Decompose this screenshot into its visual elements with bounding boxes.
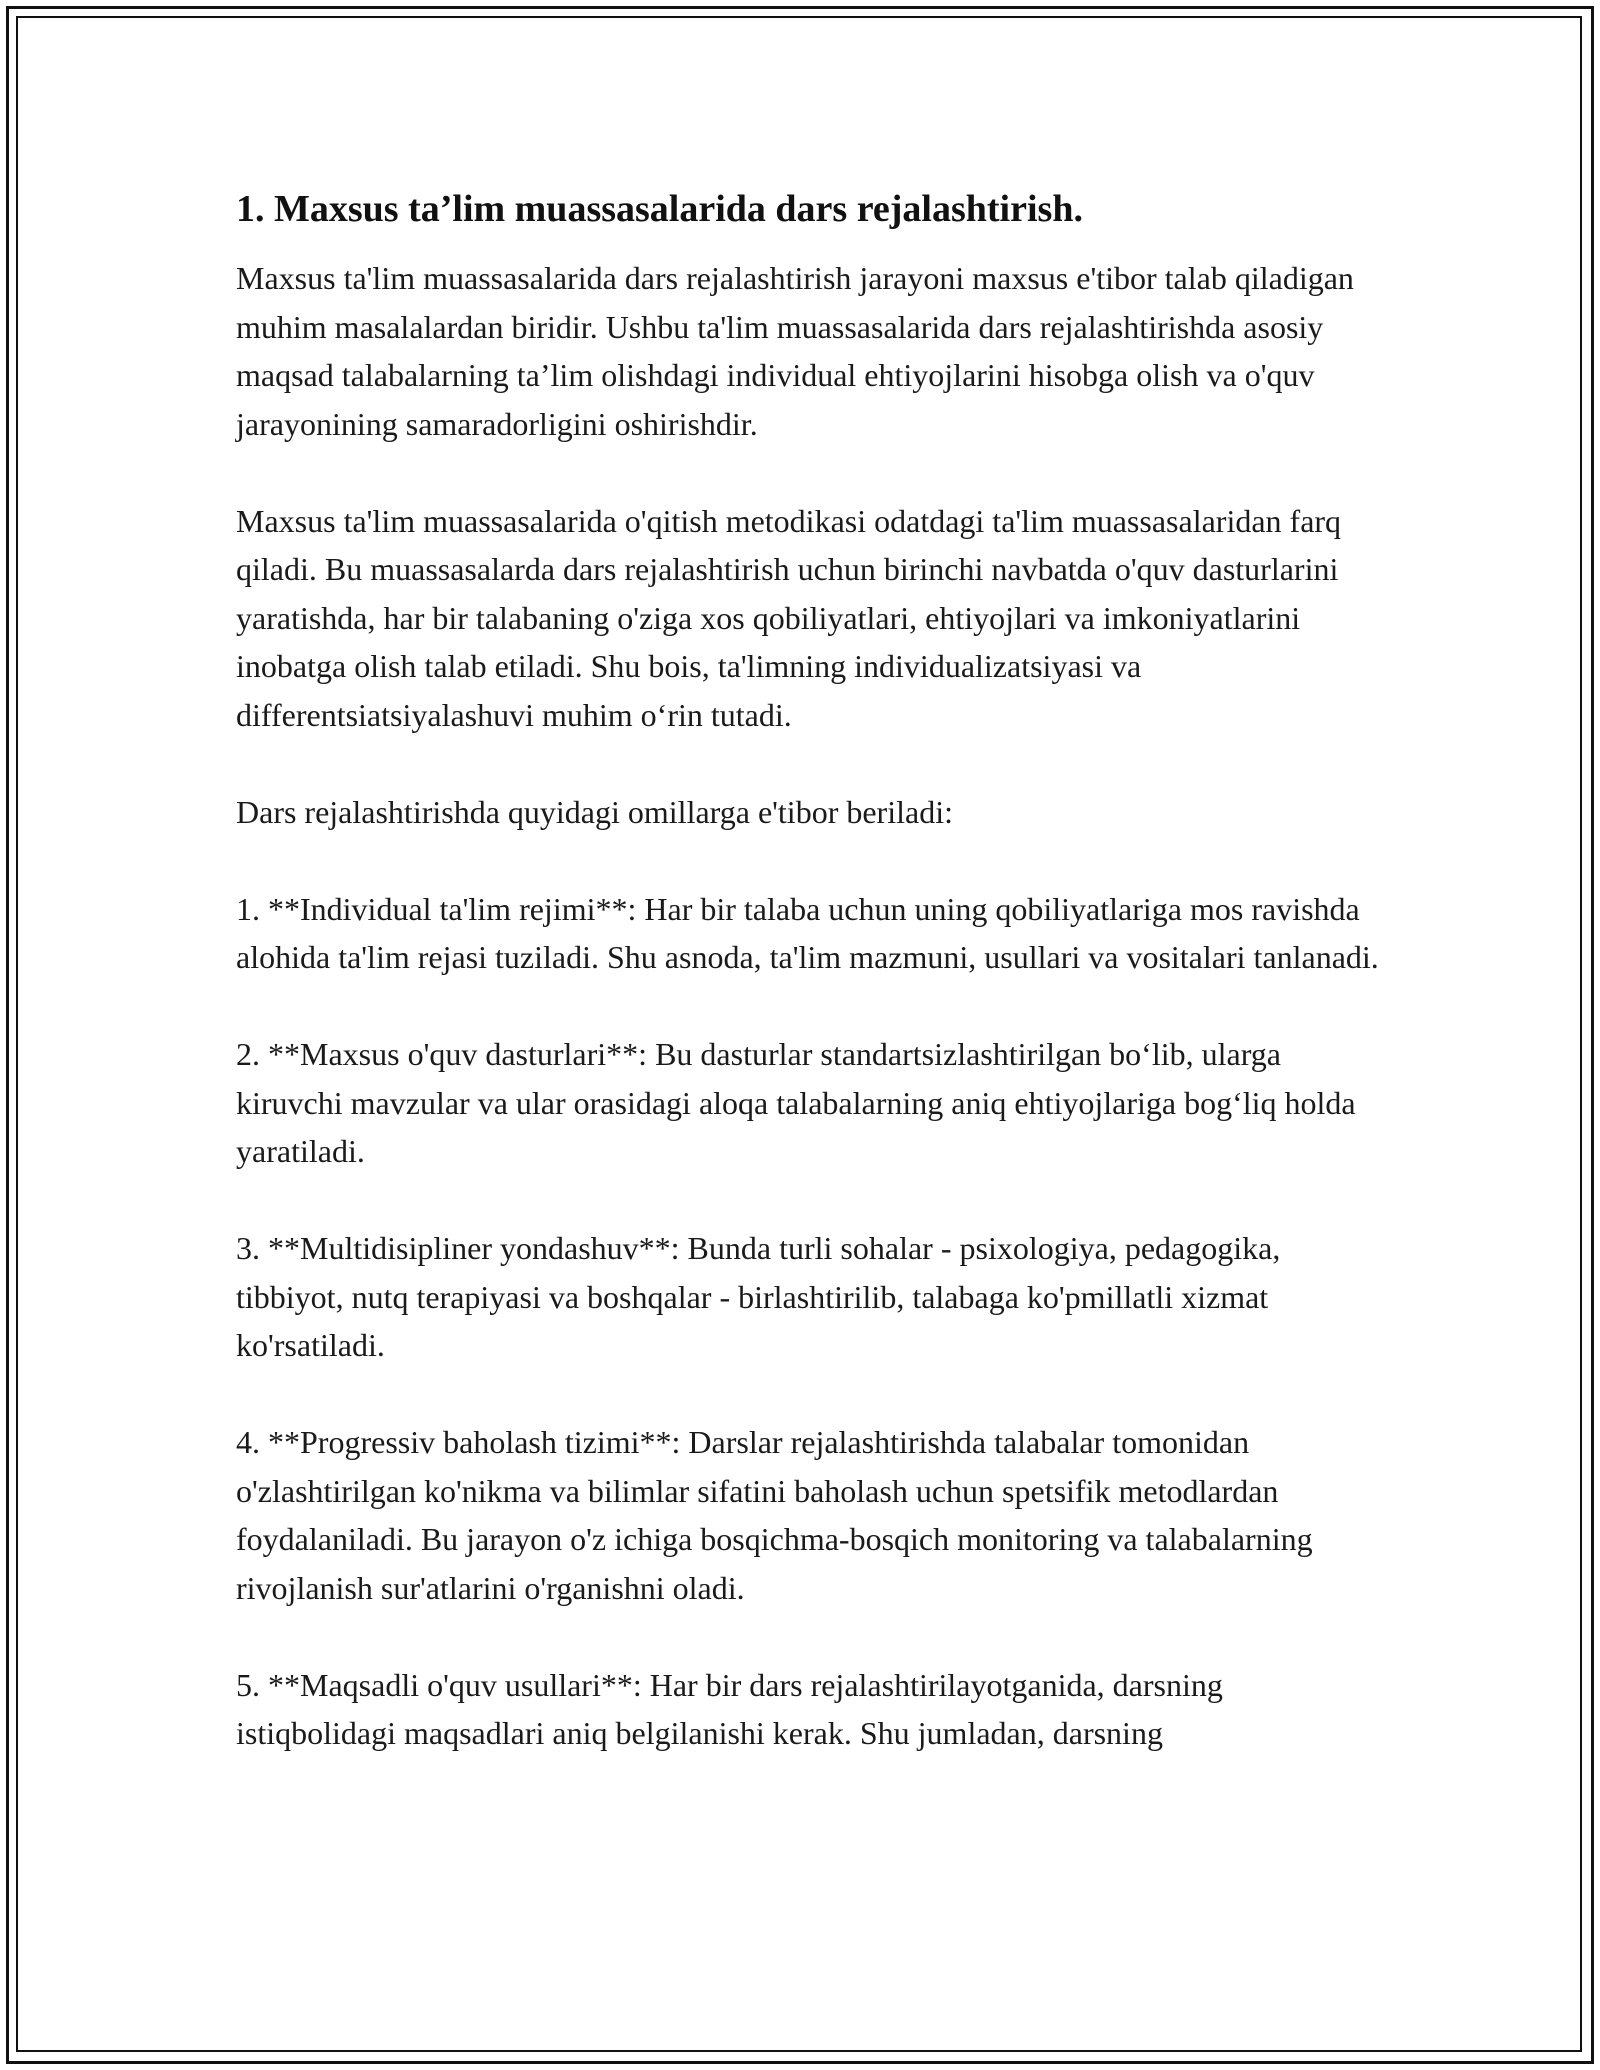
list-item-1: 1. **Individual ta'lim rejimi**: Har bir talaba uchun uning qobiliyatlariga mos ravishda alohida ta'lim rejasi tuziladi. Shu asnoda, ta'lim mazmuni, usullari va vositalari tanlanadi. <box>236 890 1379 975</box>
list-item-4: 4. **Progressiv baholash tizimi**: Darslar rejalashtirishda talabalar tomonidan o'zlashtirilgan ko'nikma va bilimlar sifatini baholash uchun spetsifik metodlardan foydalaniladi. Bu jarayon o'z ichiga bosqichma-bosqich monitoring va talabalarning rivojlanish sur'atlarini o'rganishni oladi. <box>236 1424 1313 1606</box>
paragraph-factors-intro: Dars rejalashtirishda quyidagi omillarga e'tibor beriladi: <box>236 793 953 830</box>
list-item-2: 2. **Maxsus o'quv dasturlari**: Bu dasturlar standartsizlashtirilgan bo‘lib, ularga kiruvchi mavzular va ular orasidagi aloqa talabalarning aniq ehtiyojlariga bog‘liq holda yaratiladi. <box>236 1036 1356 1169</box>
paragraph-intro: Maxsus ta'lim muassasalarida dars rejalashtirish jarayoni maxsus e'tibor talab qiladigan muhim masalalardan biridir. Ushbu ta'lim muassasalarida dars rejalashtirishda asosiy maqsad talabalarning ta’lim olishdagi individual ehtiyojlarini hisobga olish va o'quv jarayonining samaradorligini oshirishdir. <box>236 260 1354 442</box>
document-body <box>236 186 1386 1758</box>
list-item-5: 5. **Maqsadli o'quv usullari**: Har bir dars rejalashtirilayotganida, darsning istiqbolidagi maqsadlari aniq belgilanishi kerak. Shu jumladan, darsning <box>236 1666 1223 1751</box>
section-heading: 1. Maxsus ta’lim muassasalarida dars rejalashtirish. <box>236 188 1083 230</box>
list-item-3: 3. **Multidisipliner yondashuv**: Bunda turli sohalar - psixologiya, pedagogika, tibbiyot, nutq terapiyasi va boshqalar - birlashtirilib, talabaga ko'pmillatli xizmat ko'rsatiladi. <box>236 1230 1281 1363</box>
paragraph-methodology: Maxsus ta'lim muassasalarida o'qitish metodikasi odatdagi ta'lim muassasalaridan farq qiladi. Bu muassasalarda dars rejalashtirish uchun birinchi navbatda o'quv dasturlarini yaratishda, har bir talabaning o'ziga xos qobiliyatlari, ehtiyojlari va imkoniyatlarini inobatga olish talab etiladi. Shu bois, ta'limning individualizatsiyasi va differentsiatsiyalashuvi muhim o‘rin tutadi. <box>236 502 1342 733</box>
